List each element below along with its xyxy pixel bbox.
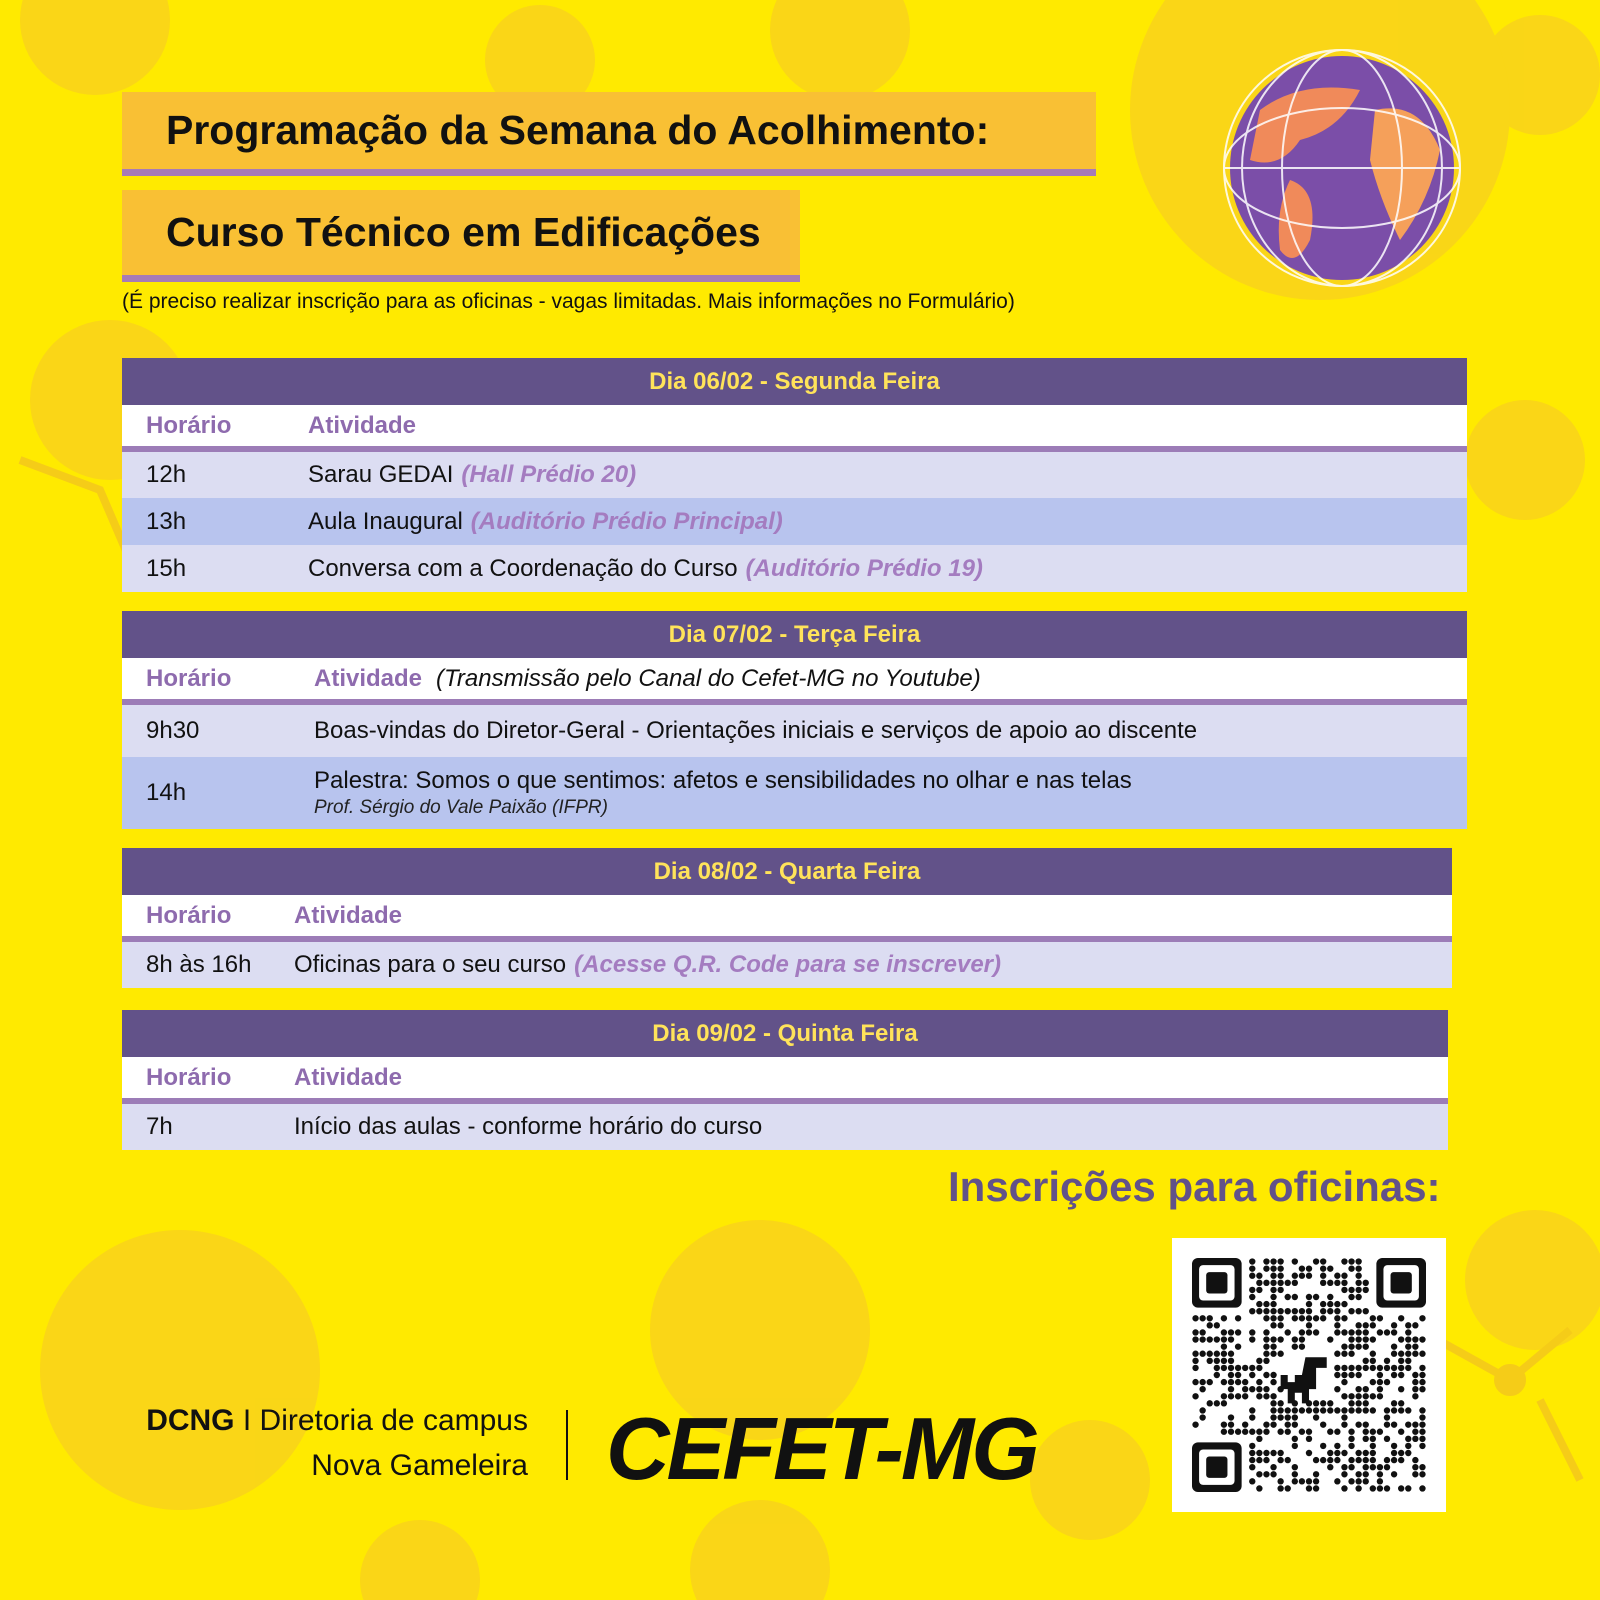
col-time-label: Horário	[146, 1063, 232, 1091]
row-time: 9h30	[146, 717, 200, 744]
qr-code-graphic[interactable]	[1172, 1238, 1446, 1512]
col-activity-label: Atividade	[294, 1063, 403, 1091]
broadcast-note: (Transmissão pelo Canal do Cefet-MG no Youtube)	[436, 664, 981, 692]
row-time: 14h	[146, 779, 187, 806]
day-header: Dia 06/02 - Segunda Feira	[122, 358, 1467, 405]
col-activity-label: Atividade	[308, 411, 417, 439]
dino-icon	[1281, 1357, 1327, 1403]
row-location: (Auditório Prédio Principal)	[470, 507, 783, 535]
schedule-row	[122, 498, 1467, 545]
row-activity: Início das aulas - conforme horário do curso	[294, 1113, 763, 1140]
day-schedule-0902	[122, 1010, 1448, 1150]
schedule-row	[122, 1104, 1448, 1150]
schedule-row	[122, 757, 1467, 829]
column-header	[122, 658, 1467, 705]
column-header	[122, 405, 1467, 452]
row-activity: Conversa com a Coordenação do Curso	[308, 554, 738, 582]
row-activity: Oficinas para o seu curso	[294, 951, 567, 978]
signup-heading: Inscrições para oficinas:	[948, 1163, 1441, 1210]
qr-code-icon[interactable]	[1172, 1238, 1446, 1512]
row-location: (Auditório Prédio 19)	[745, 554, 983, 582]
col-time-label: Horário	[146, 411, 232, 439]
page-title: Programação da Semana do Acolhimento:	[122, 92, 1096, 176]
schedule-row	[122, 545, 1467, 592]
schedule-row	[122, 705, 1467, 757]
campus-line2: Nova Gameleira	[311, 1449, 528, 1482]
day-header: Dia 07/02 - Terça Feira	[122, 611, 1467, 658]
row-activity: Sarau GEDAI	[308, 461, 454, 488]
campus-abbr: DCNG	[146, 1404, 235, 1437]
campus-separator: I	[234, 1404, 260, 1437]
day-header: Dia 09/02 - Quinta Feira	[122, 1010, 1448, 1057]
row-time: 15h	[146, 554, 187, 582]
row-activity: Aula Inaugural	[308, 507, 463, 535]
footer-divider	[566, 1410, 568, 1480]
column-header	[122, 1057, 1448, 1104]
schedule-row	[122, 942, 1452, 988]
col-time-label: Horário	[146, 664, 232, 692]
schedule-row	[122, 452, 1467, 498]
column-header	[122, 895, 1452, 942]
day-schedule-0602	[122, 358, 1467, 592]
col-activity-label: Atividade	[294, 901, 403, 929]
row-location: (Hall Prédio 20)	[461, 461, 637, 488]
row-time: 8h às 16h	[146, 951, 252, 978]
day-header: Dia 08/02 - Quarta Feira	[122, 848, 1452, 895]
day-schedule-0702	[122, 611, 1467, 829]
row-location: (Acesse Q.R. Code para se inscrever)	[574, 951, 1002, 978]
campus-line1: Diretoria de campus	[259, 1404, 528, 1437]
registration-note: (É preciso realizar inscrição para as oficinas - vagas limitadas. Mais informações no Formulário)	[122, 290, 1015, 313]
row-time: 7h	[146, 1113, 173, 1140]
col-time-label: Horário	[146, 901, 232, 929]
row-activity: Boas-vindas do Diretor-Geral - Orientações iniciais e serviços de apoio ao discente	[314, 717, 1198, 744]
row-activity: Palestra: Somos o que sentimos: afetos e sensibilidades no olhar e nas telas	[314, 767, 1132, 794]
cefet-logo: CEFET-MG	[606, 1399, 1037, 1498]
page-subtitle: Curso Técnico em Edificações	[122, 190, 800, 282]
row-time: 13h	[146, 507, 187, 535]
row-time: 12h	[146, 461, 187, 488]
campus-label	[118, 1398, 528, 1488]
row-speaker: Prof. Sérgio do Vale Paixão (IFPR)	[314, 797, 608, 818]
row-activity-block	[314, 767, 1132, 819]
col-activity-label: Atividade	[314, 664, 423, 692]
day-schedule-0802	[122, 848, 1452, 988]
